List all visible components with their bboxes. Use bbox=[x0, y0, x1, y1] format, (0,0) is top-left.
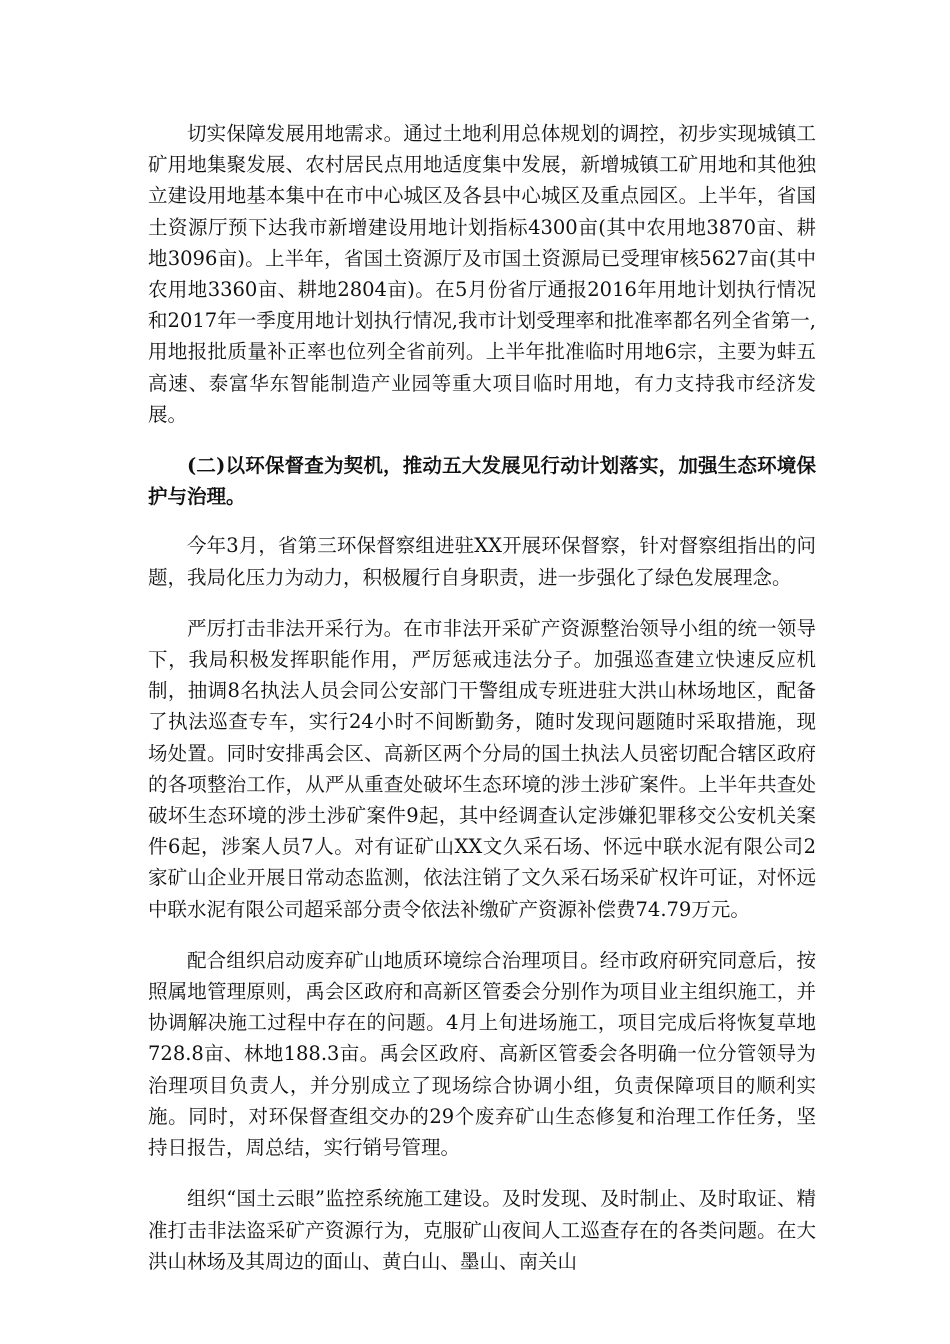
paragraph-mine-restoration: 配合组织启动废弃矿山地质环境综合治理项目。经市政府研究同意后，按照属地管理原则，禹会区政府和高新区管委会分别作为项目业主组织施工，并协调解决施工过程中存在的问题。4月上旬进场施工，项目完成后将恢复草地728.8亩、林地188.3亩。禹会区政府、高新区管委会各明确一位分管领导为治理项目负责人，并分别成立了现场综合协调小组，负责保障项目的顺利实施。同时，对环保督查组交办的29个废弃矿山生态修复和治理工作任务，坚持日报告，周总结，实行销号管理。 bbox=[148, 948, 816, 1160]
paragraph-monitoring-system: 组织“国土云眼”监控系统施工建设。及时发现、及时制止、及时取证、精准打击非法盗采矿产资源行为，克服矿山夜间人工巡查存在的各类问题。在大洪山林场及其周边的面山、黄白山、墨山、南关山 bbox=[148, 1187, 816, 1273]
section-heading: (二)以环保督查为契机，推动五大发展见行动计划落实，加强生态环境保护与治理。 bbox=[148, 454, 816, 509]
paragraph-illegal-mining: 严厉打击非法开采行为。在市非法开采矿产资源整治领导小组的统一领导下，我局积极发挥职能作用，严厉惩戒违法分子。加强巡查建立快速反应机制，抽调8名执法人员会同公安部门干警组成专班进驻大洪山林场地区，配备了执法巡查专车，实行24小时不间断勤务，随时发现问题随时采取措施，现场处置。同时安排禹会区、高新区两个分局的国土执法人员密切配合辖区政府的各项整治工作，从严从重查处破坏生态环境的涉土涉矿案件。上半年共查处破坏生态环境的涉土涉矿案件9起，其中经调查认定涉嫌犯罪移交公安机关案件6起，涉案人员7人。对有证矿山XX文久采石场、怀远中联水泥有限公司2家矿山企业开展日常动态监测，依法注销了文久采石场采矿权许可证，对怀远中联水泥有限公司超采部分责令依法补缴矿产资源补偿费74.79万元。 bbox=[148, 616, 816, 921]
paragraph-land-use: 切实保障发展用地需求。通过土地利用总体规划的调控，初步实现城镇工矿用地集聚发展、农村居民点用地适度集中发展，新增城镇工矿用地和其他独立建设用地基本集中在市中心城区及各县中心城区及重点园区。上半年，省国土资源厅预下达我市新增建设用地计划指标4300亩(其中农用地3870亩、耕地3096亩)。上半年，省国土资源厅及市国土资源局已受理审核5627亩(其中农用地3360亩、耕地2804亩)。在5月份省厅通报2016年用地计划执行情况和2017年一季度用地计划执行情况,我市计划受理率和批准率都名列全省第一,用地报批质量补正率也位列全省前列。上半年批准临时用地6宗，主要为蚌五高速、泰富华东智能制造产业园等重大项目临时用地，有力支持我市经济发展。 bbox=[148, 122, 816, 426]
paragraph-env-inspection: 今年3月，省第三环保督察组进驻XX开展环保督察，针对督察组指出的问题，我局化压力为动力，积极履行自身职责，进一步强化了绿色发展理念。 bbox=[148, 534, 816, 589]
document-page bbox=[148, 118, 816, 1277]
